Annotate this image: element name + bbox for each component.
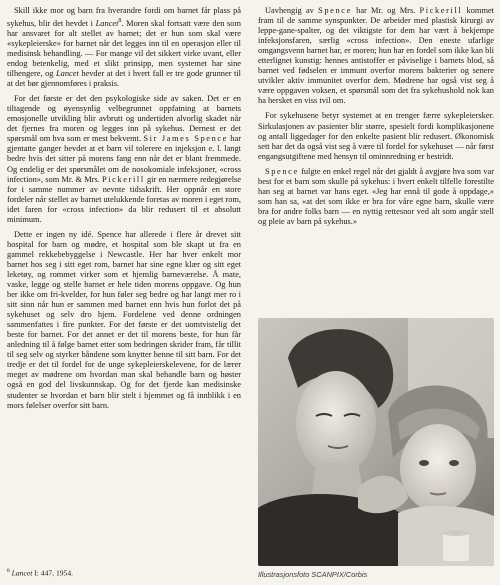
photo-credit: Illustrasjonsfoto SCANPIX/Corbis (258, 570, 368, 579)
person-name: Pickerill (101, 174, 145, 184)
paragraph-right-1: Uavhengig av Spence har Mr. og Mrs. Pickerill kommet fram til de samme synspunkter. De arbeider med plastisk kirurgi av leppe-gane-spalter, og det viktigste for dem har vært å bekjempe infeksjonsfaren, særlig «cross infection». Den eneste ufarlige omgangsvenn barnet har, er moren; hun har en fordel som ikke kan bli etterlignet kunstig: hennes antistoffer er påviselige i barnets blod, så barnet ved fødselen er immunt overfor morens bakterier og senere utvikler aktiv immunitet overfor dem. Mødrene har også vist seg å være oppgaven voksen, et spørsmål som det fra sykehushold nok kan ha hersket en viss tvil om. (258, 6, 494, 106)
paragraph-left-3: Dette er ingen ny idé. Spence har allerede i flere år drevet sitt hospital for barn og mødre, et hospital som ble skapt ut fra en gammel rekkebebyggelse i Newcastle. Her har hver enkelt mor barnet hos seg i sitt eget rom, barnet har sine egne klær og sitt eget leketøy, og rommet virker som et hjemlig barneværelse. Å mate, vaske, legge og stelle barnet er hele tiden morens oppgave. Og hun ber ikke om fri-kvelder, for hun føler seg bedre og har langt mer ro i sitt sinn når hun er sammen med barnet enn hvis hun forlot det på sykehuset og selv dro hjem. Fordelene ved denne ordningen sammenfattes i fire punkter. For det første er det uomtvistelig det beste for barnet. For det annet er det til morens beste, for hun får anledning til å følge barnet etter som bedringen skrider fram, får tillit til seg selv og styrker båndene som knytter henne til sitt barn. For det tredje er det til fordel for de unge sykepleierskelevene, for de lærer meget av mødrene om hvordan man skal behandle barn og høster også en god del livskunnskap. Og for det fjerde kan medisinske studenter se hvordan et barn blir stelt i hjemmet og få innblikk i en mors følelser overfor sitt barn. (7, 229, 241, 410)
person-name: Pickerill (419, 6, 463, 15)
photo-illustration (258, 318, 494, 566)
footnote-ref[interactable]: 8 (118, 18, 122, 25)
left-column (7, 6, 241, 411)
person-name: Spence (265, 166, 299, 176)
paragraph-left-2: For det første er det den psykologiske side av saken. Det er en tiltagende og øyensynlig velbegrunnet oppfatning at barnets emosjonelle utvikling blir avbrutt og undertiden alvorlig skadet når det fjernes fra moren og legges inn på sykehus. Dernest er det spørsmål om hva som er mest bekvemt. Sir James Spence har gjentatte ganger hevdet at et barn vil tolerere en injeksjon e. l. langt bedre hvis det sitter på morens fang enn når det er blant fremmede. Og endelig er det spørsmålet om de nosokomiale infeksjoner, «cross infection», som Mr. & Mrs. Pickerill gir en nærmere redegjørelse for i samme nummer av nevnte tidsskrift. Her oppnår en store fordeler når stellet av barnet utelukkende foretas av moren i eget rom, idet faren for «cross infection» da blir redusert til et absolutt minimum. (7, 94, 241, 224)
person-name: Spence (318, 6, 352, 15)
right-column (258, 6, 494, 227)
paragraph-right-3: Spence fulgte en enkel regel når det gjaldt å avgjøre hva som var best for et barn som skulle på sykehus: i hvert enkelt tilfelle forestilte han seg at barnet var hans eget. «Jeg har ennå til gode å oppdage,» som han sa, «at det som ikke er bra for våre egne barn, skulle være bra for andre folks barn — en nyttig rettesnor ved alt som angår stell og pleie av barn på sykehus.» (258, 166, 494, 226)
person-name: Sir James Spence (143, 134, 228, 144)
mother-and-child-photo (258, 318, 494, 566)
paragraph-left-1: Skill ikke mor og barn fra hverandre fordi om barnet får plass på sykehus, blir det hevdet i Lancet$^8$. Moren skal fortsatt være den som har ansvaret for alt stellet av barnet; det er hun som skal være «sykepleierske» for barnet når det legges inn til en operasjon eller til medisinsk behandling. — For mange vil det sikkert virke uvant, eller endog betenkelig, med et slikt prinsipp, men systemet har sine tilhengere, og Lancet hevder at det i hvert fall er tre gode grunner til at det bør gjennomføres i praksis. (7, 6, 242, 89)
journal-name: Lancet (95, 18, 119, 28)
footnote-number: 8 (7, 568, 10, 574)
journal-name: Lancet (56, 69, 79, 79)
footnote-source: Lancet (11, 568, 33, 578)
paragraph-right-2: For sykehusene betyr systemet at en trenger færre sykepleiersker. Sirkulasjonen av pasienter blir større, spesielt fordi komplikasjonene og antall liggedager for den enkelte pasient blir redusert. Økonomisk sett har det da også vist seg å være til fordel for sykehuset — når først engangsutgiftene med hensyn til ominnredning er bestridt. (258, 111, 494, 161)
footnote (7, 568, 241, 578)
footnote-citation: I: 447, 1954. (34, 568, 74, 578)
